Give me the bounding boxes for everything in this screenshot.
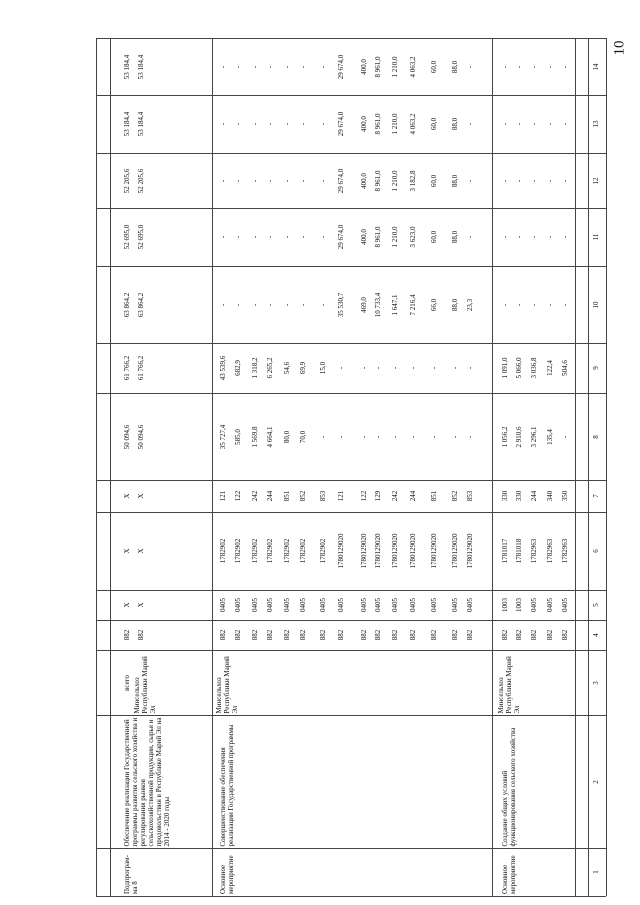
table-cell-col-11: 52 695,0	[137, 224, 145, 250]
table-cell-col-8: -	[561, 435, 569, 438]
table-cell-col-9: 6 265,2	[266, 357, 274, 379]
table-cell-col-7: Х	[123, 493, 131, 499]
table-cell-col-9: -	[391, 366, 399, 370]
table-cell-col-8: 35 727,4	[219, 424, 227, 449]
table-cell-col-2: Обеспечение реализации Государственной программы развития сельского хозяйства и регулирования рынков сельскохозяйственной продукции, сырья и продовольствия в Республике Марий Эл на 2014 - 2020 годы	[123, 717, 171, 846]
table-cell-col-12: -	[283, 179, 291, 182]
table-cell-col-5: 0405	[251, 598, 259, 612]
table-cell-col-10: -	[251, 303, 259, 306]
table-cell-col-11: -	[251, 235, 259, 239]
table-cell-col-10: 88,0	[451, 298, 459, 311]
column-number-header: 12	[592, 177, 600, 184]
table-cell-col-13: 1 210,0	[391, 113, 399, 135]
table-cell-col-9: 54,6	[283, 361, 291, 375]
table-cell-col-5: 1003	[501, 598, 509, 612]
table-cell-col-4: 882	[319, 629, 327, 641]
table-cell-col-11: 8 961,0	[374, 226, 382, 248]
table-cell-col-6: 1782963	[530, 538, 538, 564]
column-number-header: 11	[592, 233, 600, 241]
table-cell-col-7: 244	[409, 490, 417, 502]
table-cell-col-5: 0405	[299, 598, 307, 612]
table-cell-col-4: 882	[466, 629, 474, 641]
table-cell-col-9: 122,4	[546, 360, 554, 376]
table-cell-col-12: -	[501, 179, 509, 182]
table-cell-col-14: -	[283, 65, 291, 68]
table-cell-col-7: 853	[466, 490, 474, 502]
table-cell-col-12: 52 205,6	[123, 168, 131, 193]
table-cell-col-6: 1782902	[299, 538, 307, 564]
table-cell-col-13: -	[501, 122, 509, 126]
table-cell-col-7: 852	[451, 490, 459, 502]
column-divider	[96, 266, 606, 267]
table-cell-col-5: 0405	[546, 598, 554, 612]
table-cell-col-10: 1 647,1	[391, 294, 399, 315]
table-cell-col-4: 882	[123, 629, 131, 641]
table-cell-col-5: 0405	[530, 598, 538, 612]
table-cell-col-7: 244	[530, 490, 538, 502]
table-cell-col-11: -	[299, 235, 307, 239]
table-cell-col-12: 52 205,6	[137, 168, 145, 193]
table-cell-col-8: 135,4	[546, 428, 554, 445]
table-cell-col-8: -	[409, 435, 417, 438]
table-cell-col-12: -	[530, 179, 538, 182]
table-cell-col-7: 242	[251, 490, 259, 502]
table-border-right	[606, 38, 607, 896]
table-cell-col-12: 29 674,0	[337, 168, 345, 193]
table-cell-col-11: -	[219, 235, 227, 239]
table-cell-col-5: 0405	[266, 598, 274, 612]
table-cell-col-14: -	[561, 65, 569, 68]
table-cell-col-9: 1 318,2	[251, 357, 259, 379]
table-cell-col-5: 0405	[561, 598, 569, 612]
table-cell-col-13: 53 184,4	[123, 111, 131, 137]
table-cell-col-13: 60,0	[430, 117, 438, 131]
table-cell-col-4: 882	[409, 629, 417, 641]
table-cell-col-9: -	[360, 366, 368, 370]
table-cell-col-13: -	[466, 122, 474, 126]
column-divider	[96, 590, 606, 591]
table-cell-col-11: -	[266, 235, 274, 239]
table-cell-col-14: -	[530, 65, 538, 68]
table-cell-col-6: 1780129020	[430, 533, 438, 569]
table-cell-col-10: 469,0	[360, 296, 368, 313]
table-cell-col-9: 5 066,0	[515, 357, 523, 379]
table-cell-col-14: -	[466, 65, 474, 68]
table-cell-col-9: -	[451, 366, 459, 370]
table-cell-col-5: 0405	[451, 598, 459, 612]
table-cell-col-14: 60,0	[430, 60, 438, 73]
table-cell-col-4: 882	[283, 629, 291, 641]
table-cell-col-11: -	[546, 235, 554, 239]
table-cell-col-4: 882	[561, 629, 569, 641]
table-cell-col-9: -	[374, 366, 382, 370]
table-cell-col-7: 244	[266, 490, 274, 502]
column-divider	[96, 38, 606, 39]
column-number-header: 13	[592, 120, 600, 128]
table-cell-col-6: 1780129020	[451, 533, 459, 569]
table-cell-col-10: 7 216,4	[409, 294, 417, 315]
table-cell-col-1: Основное мероприятие	[501, 855, 517, 894]
table-cell-col-8: 50 094,6	[123, 424, 131, 449]
table-cell-col-11: 88,0	[451, 230, 459, 244]
column-number-header: 7	[592, 494, 600, 498]
table-cell-col-13: 53 184,4	[137, 111, 145, 137]
table-cell-col-9: 15,0	[319, 361, 327, 375]
table-cell-col-6: 1780129020	[360, 533, 368, 569]
table-cell-col-5: 0405	[234, 598, 242, 612]
table-cell-col-11: 60,0	[430, 230, 438, 244]
page-number: 10	[611, 40, 628, 56]
table-cell-col-6: 1782902	[251, 538, 259, 564]
table-cell-col-13: -	[319, 122, 327, 126]
table-cell-col-10: 23,3	[466, 298, 474, 311]
table-cell-col-8: 70,0	[299, 430, 307, 443]
table-cell-col-5: Х	[137, 602, 145, 608]
table-cell-col-10: -	[546, 303, 554, 306]
table-cell-col-13: 88,0	[451, 117, 459, 131]
table-cell-col-2: Создание общих условий функционирования сельского хозяйства	[501, 727, 517, 846]
row-group-divider	[575, 38, 576, 896]
table-cell-col-8: 80,0	[283, 430, 291, 443]
table-cell-col-14: -	[501, 65, 509, 68]
column-divider	[96, 896, 606, 897]
table-cell-col-13: -	[251, 122, 259, 126]
table-cell-col-4: 882	[430, 629, 438, 641]
table-cell-col-5: 0405	[391, 598, 399, 612]
table-cell-col-11: -	[234, 235, 242, 239]
table-cell-col-12: -	[561, 179, 569, 182]
table-cell-col-6: 1782902	[266, 538, 274, 564]
table-cell-col-11: 1 210,0	[391, 226, 399, 248]
table-cell-col-10: -	[266, 303, 274, 306]
table-cell-col-14: 4 063,2	[409, 56, 417, 77]
table-cell-col-13: -	[546, 122, 554, 126]
table-cell-col-12: -	[546, 179, 554, 182]
table-cell-col-5: Х	[123, 602, 131, 608]
table-cell-col-14: -	[219, 65, 227, 68]
table-cell-col-10: -	[319, 303, 327, 306]
table-cell-col-13: 400,0	[360, 116, 368, 132]
table-cell-col-9: 69,9	[299, 361, 307, 375]
table-cell-col-6: 1782902	[219, 538, 227, 564]
column-divider	[96, 95, 606, 96]
table-cell-col-10: -	[515, 303, 523, 306]
table-cell-col-14: -	[234, 65, 242, 68]
table-cell-col-7: 242	[391, 490, 399, 502]
table-cell-col-10: 10 733,4	[374, 292, 382, 317]
table-cell-col-11: -	[530, 235, 538, 239]
table-cell-col-13: 8 961,0	[374, 113, 382, 135]
table-cell-col-8: -	[430, 435, 438, 438]
table-cell-col-14: -	[251, 65, 259, 68]
table-cell-col-5: 0405	[219, 598, 227, 612]
table-cell-col-8: -	[337, 435, 345, 438]
table-cell-col-12: -	[299, 179, 307, 182]
table-cell-col-6: Х	[123, 548, 131, 554]
column-number-header: 6	[592, 549, 600, 553]
table-cell-col-14: 1 210,0	[391, 56, 399, 77]
table-cell-col-11: 52 695,0	[123, 224, 131, 250]
table-cell-col-6: Х	[137, 548, 145, 554]
row-group-divider	[492, 38, 493, 896]
table-cell-col-3: Минсельхоз Республики Марий Эл	[215, 655, 239, 713]
table-cell-col-10: -	[234, 303, 242, 306]
table-cell-col-14: -	[319, 65, 327, 68]
table-cell-col-6: 1780129020	[391, 533, 399, 569]
table-cell-col-9: -	[409, 366, 417, 370]
table-cell-col-5: 0405	[337, 598, 345, 612]
table-cell-col-5: 0405	[360, 598, 368, 612]
table-cell-col-1: Подпрограм-ма 8	[123, 855, 139, 894]
table-cell-col-4: 882	[391, 629, 399, 641]
table-cell-col-9: 43 539,6	[219, 355, 227, 381]
table-cell-col-10: 63 864,2	[137, 292, 145, 317]
table-cell-col-4: 882	[219, 629, 227, 641]
table-cell-col-6: 1782963	[561, 538, 569, 564]
table-cell-col-7: 129	[374, 490, 382, 502]
table-cell-col-13: -	[234, 122, 242, 126]
table-cell-col-10: -	[219, 303, 227, 306]
table-cell-col-11: 3 623,0	[409, 226, 417, 248]
table-cell-col-14: 8 961,0	[374, 56, 382, 77]
table-cell-col-5: 0405	[430, 598, 438, 612]
table-border-left	[96, 38, 97, 896]
column-divider	[96, 848, 606, 849]
table-cell-col-10: -	[283, 303, 291, 306]
table-cell-col-3: всего	[123, 674, 131, 691]
table-cell-col-11: -	[501, 235, 509, 239]
column-divider	[96, 153, 606, 154]
table-cell-col-10: 35 530,7	[337, 292, 345, 317]
table-cell-col-2: Совершенствование обеспечения реализации Государственной программы	[219, 723, 235, 846]
table-cell-col-5: 0405	[409, 598, 417, 612]
table-cell-col-8: -	[391, 435, 399, 438]
table-cell-col-14: 53 184,4	[123, 54, 131, 79]
table-cell-col-11: 29 674,0	[337, 224, 345, 250]
table-cell-col-3: Минсельхоз Республики Марий Эл	[133, 655, 157, 713]
table-cell-col-6: 1780129020	[409, 533, 417, 569]
table-cell-col-12: 3 182,8	[409, 170, 417, 191]
table-cell-col-8: -	[466, 435, 474, 438]
table-cell-col-4: 882	[451, 629, 459, 641]
table-cell-col-4: 882	[546, 629, 554, 641]
table-cell-col-13: -	[219, 122, 227, 126]
table-cell-col-4: 882	[515, 629, 523, 641]
table-cell-col-13: -	[561, 122, 569, 126]
table-cell-col-8: 50 094,6	[137, 424, 145, 449]
table-cell-col-8: 1 569,8	[251, 426, 259, 447]
table-cell-col-14: -	[266, 65, 274, 68]
column-divider	[96, 512, 606, 513]
table-cell-col-12: -	[251, 179, 259, 182]
table-cell-col-12: -	[234, 179, 242, 182]
row-group-divider	[212, 38, 213, 896]
table-cell-col-13: -	[283, 122, 291, 126]
table-cell-col-7: Х	[137, 493, 145, 499]
table-cell-col-6: 1782902	[234, 538, 242, 564]
table-cell-col-8: 585,0	[234, 428, 242, 445]
table-cell-col-11: 400,0	[360, 229, 368, 245]
table-cell-col-7: 122	[360, 490, 368, 502]
table-cell-col-14: 88,0	[451, 60, 459, 73]
table-cell-col-6: 1781018	[515, 538, 523, 564]
table-cell-col-10: -	[501, 303, 509, 306]
column-number-header: 4	[592, 633, 600, 637]
table-cell-col-4: 882	[337, 629, 345, 641]
table-cell-col-8: -	[374, 435, 382, 438]
table-cell-col-7: 851	[430, 490, 438, 502]
table-cell-col-12: -	[515, 179, 523, 182]
table-cell-col-6: 1782902	[319, 538, 327, 564]
column-divider	[96, 208, 606, 209]
table-cell-col-4: 882	[234, 629, 242, 641]
column-number-header: 1	[592, 870, 600, 874]
table-cell-col-7: 121	[219, 490, 227, 502]
table-cell-col-5: 0405	[283, 598, 291, 612]
table-cell-col-8: -	[451, 435, 459, 438]
table-cell-col-5: 0405	[319, 598, 327, 612]
table-cell-col-6: 1780129020	[466, 533, 474, 569]
table-cell-col-4: 882	[251, 629, 259, 641]
table-cell-col-14: -	[546, 65, 554, 68]
table-cell-col-12: 60,0	[430, 174, 438, 187]
column-number-header: 8	[592, 434, 600, 439]
table-cell-col-7: 350	[561, 490, 569, 502]
table-cell-col-11: -	[319, 235, 327, 239]
table-cell-col-9: 3 036,8	[530, 357, 538, 379]
column-divider	[96, 650, 606, 651]
table-cell-col-4: 882	[501, 629, 509, 641]
table-cell-col-6: 1781017	[501, 538, 509, 564]
table-cell-col-10: 66,0	[430, 298, 438, 311]
table-cell-col-12: -	[266, 179, 274, 182]
table-cell-col-12: 8 961,0	[374, 170, 382, 191]
table-cell-col-13: 29 674,0	[337, 111, 345, 137]
table-cell-col-8: 1 056,2	[501, 426, 509, 447]
table-cell-col-7: 122	[234, 490, 242, 502]
table-cell-col-5: 0405	[374, 598, 382, 612]
table-cell-col-4: 882	[360, 629, 368, 641]
table-cell-col-14: 53 184,4	[137, 54, 145, 79]
table-cell-col-9: -	[466, 366, 474, 370]
column-divider	[96, 343, 606, 344]
table-cell-col-7: 340	[546, 490, 554, 502]
table-cell-col-7: 121	[337, 490, 345, 502]
table-cell-col-10: -	[530, 303, 538, 306]
column-number-header: 3	[592, 680, 600, 685]
table-cell-col-13: 4 063,2	[409, 113, 417, 135]
table-cell-col-3: Минсельхоз Республики Марий Эл	[497, 655, 521, 713]
table-cell-col-4: 882	[530, 629, 538, 641]
column-number-header: 14	[592, 63, 600, 70]
table-cell-col-10: -	[561, 303, 569, 306]
column-number-header: 10	[592, 301, 600, 308]
table-cell-col-13: -	[530, 122, 538, 126]
table-cell-col-4: 882	[137, 629, 145, 641]
table-cell-col-12: 400,0	[360, 172, 368, 189]
table-cell-col-12: 1 210,0	[391, 170, 399, 191]
table-cell-col-8: -	[360, 435, 368, 438]
table-cell-col-1: Основное мероприятие	[219, 855, 235, 894]
table-cell-col-14: -	[299, 65, 307, 68]
table-cell-col-9: 61 766,2	[137, 355, 145, 381]
column-divider	[96, 620, 606, 621]
table-cell-col-7: 853	[319, 490, 327, 502]
table-cell-col-12: -	[219, 179, 227, 182]
table-cell-col-8: 2 910,6	[515, 426, 523, 447]
table-cell-col-6: 1782902	[283, 538, 291, 564]
table-cell-col-14: 400,0	[360, 58, 368, 75]
table-cell-col-11: -	[283, 235, 291, 239]
table-cell-col-4: 882	[266, 629, 274, 641]
table-cell-col-14: 29 674,0	[337, 54, 345, 79]
table-cell-col-8: 3 296,1	[530, 426, 538, 447]
table-cell-col-5: 1003	[515, 598, 523, 612]
table-cell-col-4: 882	[374, 629, 382, 641]
table-cell-col-7: 852	[299, 490, 307, 502]
table-cell-col-5: 0405	[466, 598, 474, 612]
table-cell-col-11: -	[515, 235, 523, 239]
column-divider	[96, 480, 606, 481]
table-cell-col-7: 330	[501, 490, 509, 502]
table-cell-col-9: -	[337, 366, 345, 370]
table-cell-col-6: 1780129020	[374, 533, 382, 569]
table-cell-col-13: -	[299, 122, 307, 126]
table-cell-col-4: 882	[299, 629, 307, 641]
table-cell-col-12: 88,0	[451, 174, 459, 187]
table-cell-col-6: 1780129020	[337, 533, 345, 569]
table-cell-col-10: 63 864,2	[123, 292, 131, 317]
table-cell-col-12: -	[319, 179, 327, 182]
table-cell-col-12: -	[466, 179, 474, 182]
table-cell-col-13: -	[515, 122, 523, 126]
table-cell-col-9: -	[430, 366, 438, 370]
table-cell-col-11: -	[466, 235, 474, 239]
table-cell-col-7: 330	[515, 490, 523, 502]
table-cell-col-14: -	[515, 65, 523, 68]
column-divider	[96, 715, 606, 716]
table-cell-col-9: 61 766,2	[123, 355, 131, 381]
header-separator	[588, 38, 589, 896]
row-group-divider	[110, 38, 111, 896]
column-number-header: 2	[592, 779, 600, 784]
table-cell-col-10: -	[299, 303, 307, 306]
table-cell-col-11: -	[561, 235, 569, 239]
column-number-header: 5	[592, 603, 600, 607]
table-cell-col-8: 4 664,1	[266, 426, 274, 447]
table-cell-col-9: 682,9	[234, 360, 242, 376]
column-number-header: 9	[592, 366, 600, 370]
table-cell-col-9: 504,6	[561, 360, 569, 376]
table-cell-col-8: -	[319, 435, 327, 438]
table-cell-col-6: 1782963	[546, 538, 554, 564]
table-cell-col-7: 851	[283, 490, 291, 502]
table-cell-col-9: 1 091,0	[501, 357, 509, 379]
column-divider	[96, 393, 606, 394]
table-cell-col-13: -	[266, 122, 274, 126]
